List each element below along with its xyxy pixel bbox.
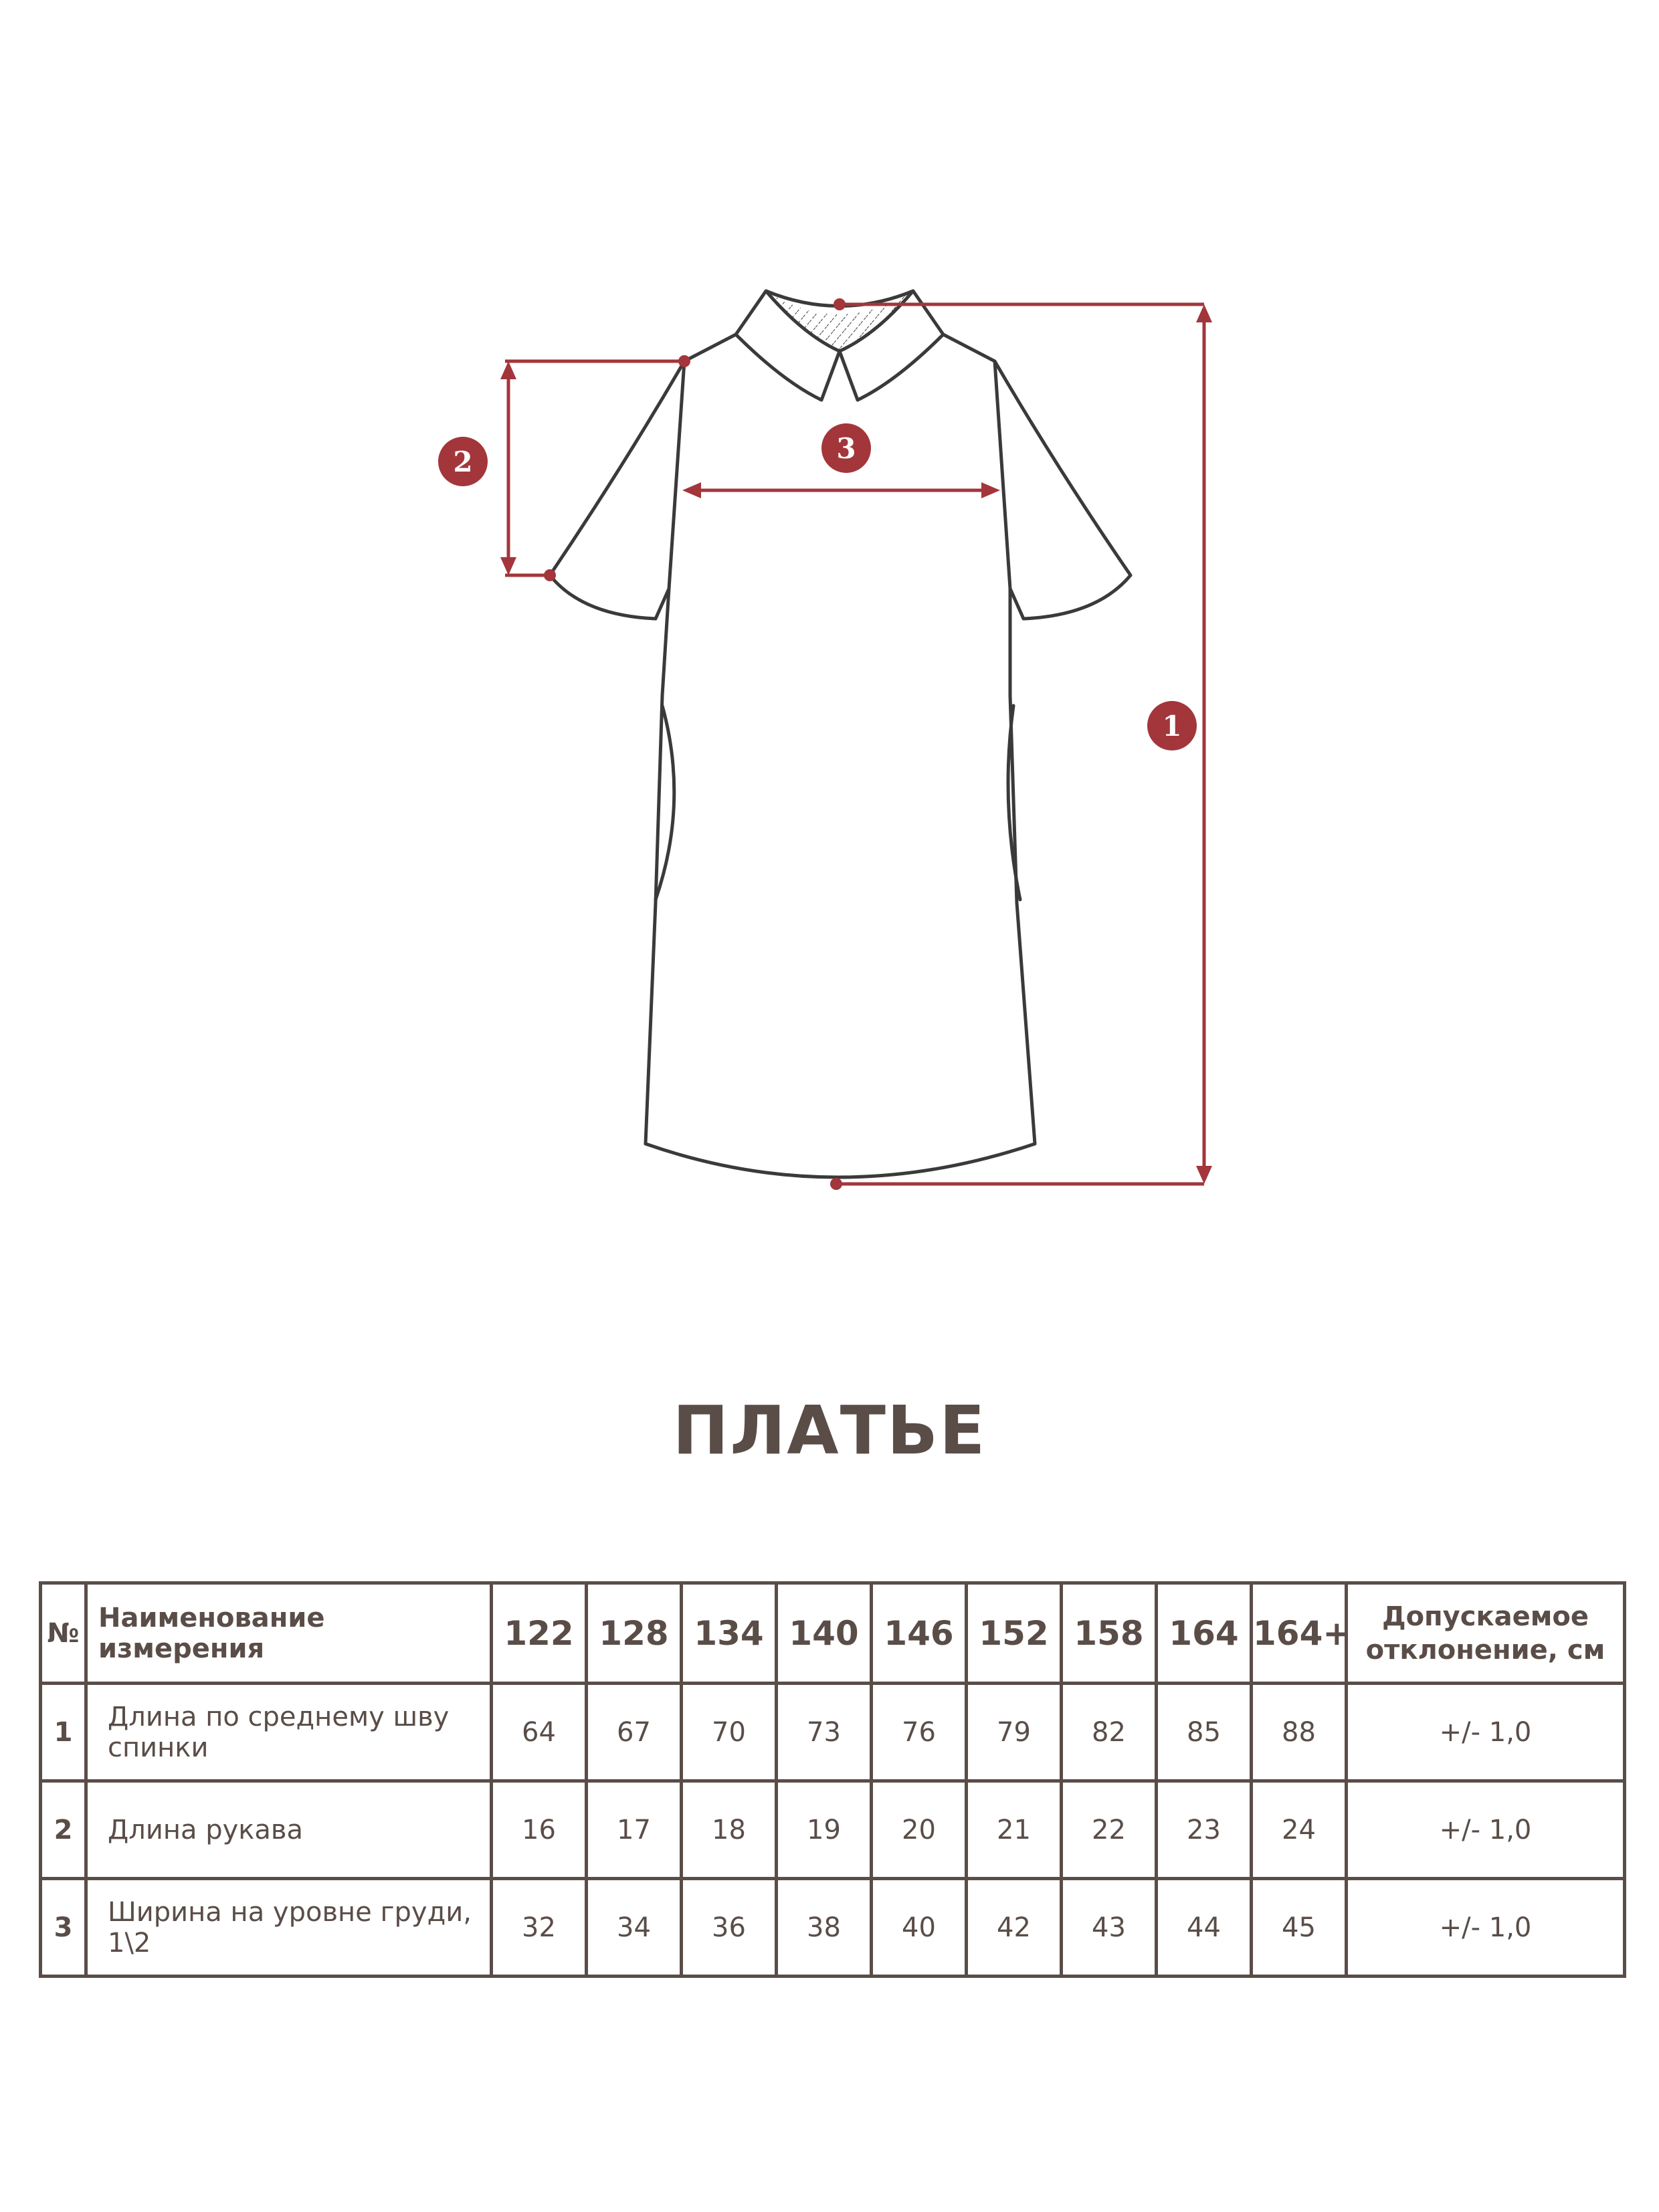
marker-1 [1147,701,1197,750]
row-value: 44 [1157,1879,1252,1977]
header-name: Наименование измерения [86,1583,492,1684]
row-no: 1 [41,1684,86,1781]
table-row [41,1684,1625,1781]
marker-3-label: 3 [836,432,856,465]
row-value: 73 [777,1684,872,1781]
row-name: Ширина на уровне груди, 1\2 [86,1879,492,1977]
table-header-row [41,1583,1625,1684]
row-value: 79 [967,1684,1062,1781]
size-table [39,1581,1626,1978]
header-size: 140 [777,1583,872,1684]
header-size: 158 [1062,1583,1157,1684]
row-value: 32 [492,1879,587,1977]
row-value: 43 [1062,1879,1157,1977]
header-tolerance: Допускаемое отклонение, см [1347,1583,1625,1684]
row-value: 17 [587,1781,682,1879]
row-value: 40 [872,1879,967,1977]
row-value: 82 [1062,1684,1157,1781]
left-sleeve [550,334,736,619]
row-value: 24 [1252,1781,1347,1879]
row-value: 85 [1157,1684,1252,1781]
row-tolerance: +/- 1,0 [1347,1879,1625,1977]
row-value: 16 [492,1781,587,1879]
row-no: 2 [41,1781,86,1879]
row-value: 34 [587,1879,682,1977]
header-size: 152 [967,1583,1062,1684]
marker-2-label: 2 [453,445,473,478]
header-size: 146 [872,1583,967,1684]
header-no: № [41,1583,86,1684]
dress-outline [550,291,1131,1177]
hem [646,1144,1035,1177]
row-value: 20 [872,1781,967,1879]
table-row [41,1879,1625,1977]
marker-1-label: 1 [1162,710,1182,742]
row-value: 19 [777,1781,872,1879]
row-tolerance: +/- 1,0 [1347,1781,1625,1879]
row-no: 3 [41,1879,86,1977]
row-value: 36 [682,1879,777,1977]
page-title: ПЛАТЬЕ [672,1391,987,1470]
row-value: 70 [682,1684,777,1781]
header-size: 128 [587,1583,682,1684]
row-value: 76 [872,1684,967,1781]
table-row [41,1781,1625,1879]
marker-2 [438,437,488,486]
row-name: Длина рукава [86,1781,492,1879]
row-value: 38 [777,1879,872,1977]
header-size: 134 [682,1583,777,1684]
header-size: 122 [492,1583,587,1684]
row-value: 21 [967,1781,1062,1879]
row-value: 67 [587,1684,682,1781]
row-tolerance: +/- 1,0 [1347,1684,1625,1781]
measure-markers [438,423,1197,750]
header-size: 164+ [1252,1583,1347,1684]
header-size: 164 [1157,1583,1252,1684]
marker-3 [821,423,871,473]
row-value: 45 [1252,1879,1347,1977]
row-value: 23 [1157,1781,1252,1879]
row-value: 42 [967,1879,1062,1977]
row-value: 22 [1062,1781,1157,1879]
right-sleeve [943,334,1131,619]
row-value: 88 [1252,1684,1347,1781]
row-value: 64 [492,1684,587,1781]
row-value: 18 [682,1781,777,1879]
row-name: Длина по среднему шву спинки [86,1684,492,1781]
